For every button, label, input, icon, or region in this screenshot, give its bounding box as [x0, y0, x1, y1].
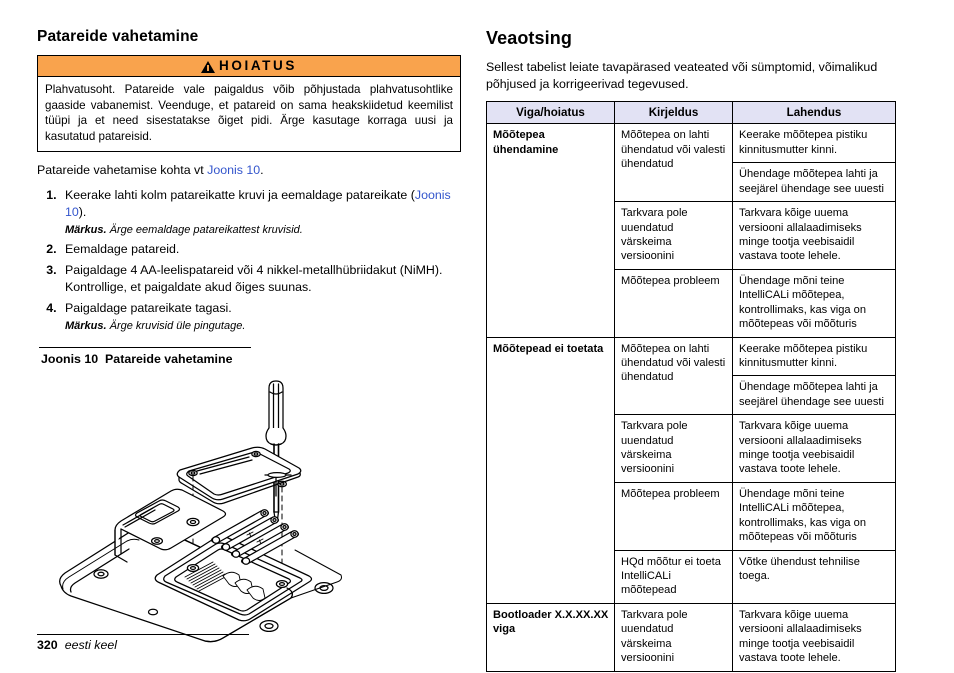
figure-reference-paragraph	[37, 162, 461, 179]
column-header-description: Kirjeldus	[615, 102, 733, 124]
battery-replacement-steps	[37, 187, 461, 333]
step-4-text: Paigaldage patareikate tagasi.	[65, 300, 232, 315]
note-label: Märkus.	[65, 319, 107, 332]
intro-text-after: .	[260, 162, 264, 177]
column-header-solution: Lahendus	[733, 102, 896, 124]
page-title-troubleshooting: Veaotsing	[486, 28, 572, 48]
footer-language: eesti keel	[64, 638, 118, 652]
figure-title: Patareide vahetamine	[105, 352, 233, 367]
footer-divider	[37, 634, 249, 635]
cell-description: Mõõtepea probleem	[615, 269, 733, 337]
list-item	[60, 187, 461, 237]
step-1-note	[65, 223, 461, 237]
cell-description: Tarkvara pole uuendatud värskeima versioonini	[615, 202, 733, 270]
warning-triangle-icon	[201, 61, 215, 73]
figure-caption	[41, 352, 461, 366]
list-item	[60, 300, 461, 333]
note-text: Ärge kruvisid üle pingutage.	[106, 319, 246, 332]
warning-callout	[37, 55, 461, 152]
figure-number: Joonis 10	[41, 352, 99, 367]
step-1-text-before: Keerake lahti kolm patareikatte kruvi ja eemaldage patareikate (	[65, 188, 415, 203]
warning-text: Plahvatusoht. Patareide vale paigaldus võib põhjustada plahvatusohtlike gaaside vabanemist. Veenduge, et patareid on sama heakskiidetud keemilist tüüpi ja et need sisestatakse õiget pidi. Ärge kasutage korraga uusi ja kasutatud patareisid.	[45, 83, 453, 143]
cell-issue: Mõõtepea ühendamine	[487, 124, 615, 337]
right-column	[486, 28, 896, 672]
link-joonis-10-intro[interactable]: Joonis 10	[207, 162, 261, 177]
warning-header	[38, 56, 460, 77]
cell-solution: Keerake mõõtepea pistiku kinnitusmutter kinni.	[733, 124, 896, 163]
cell-solution: Tarkvara kõige uuema versiooni allalaadimiseks minge tootja veebisaidil vastava toote lehele.	[733, 202, 896, 270]
step-3-text: Paigaldage 4 AA-leelispatareid või 4 nikkel-metallhübriidakut (NiMH). Kontrollige, et paigaldate akud õiges suunas.	[65, 263, 443, 295]
intro-text-before: Patareide vahetamise kohta vt	[37, 162, 208, 177]
table-row	[487, 124, 896, 163]
cell-solution: Ühendage mõni teine IntelliCALi mõõtepea, kontrollimaks, kas viga on mõõtepeas või mõõturis	[733, 482, 896, 550]
note-text: Ärge eemaldage patareikattest kruvisid.	[106, 224, 303, 237]
cell-description: Mõõtepea on lahti ühendatud või valesti ühendatud	[615, 337, 733, 415]
cell-description: Mõõtepea probleem	[615, 482, 733, 550]
cell-description: Tarkvara pole uuendatud värskeima versioonini	[615, 415, 733, 483]
step-1-text-after: ).	[78, 205, 87, 220]
list-item	[60, 262, 461, 296]
page-title-battery-replacement: Patareide vahetamine	[37, 28, 199, 45]
step-4-note	[65, 319, 461, 333]
table-header-row	[487, 102, 896, 124]
cell-description: Tarkvara pole uuendatud värskeima versioonini	[615, 603, 733, 671]
meter-battery-replacement-illustration	[37, 370, 461, 655]
link-joonis-10-step1[interactable]: Joonis 10	[65, 188, 451, 220]
cell-description: HQd mõõtur ei toeta IntelliCALi mõõtepead	[615, 550, 733, 603]
cell-solution: Keerake mõõtepea pistiku kinnitusmutter kinni.	[733, 337, 896, 376]
table-row	[487, 337, 896, 376]
troubleshooting-table	[486, 101, 896, 671]
left-column	[37, 28, 461, 655]
cell-description: Mõõtepea on lahti ühendatud või valesti ühendatud	[615, 124, 733, 202]
page-number: 320	[37, 638, 58, 652]
note-label: Märkus.	[65, 224, 107, 237]
figure-divider	[39, 347, 251, 348]
step-2-text: Eemaldage patareid.	[65, 242, 180, 257]
cell-issue: Mõõtepead ei toetata	[487, 337, 615, 603]
footer-content	[37, 638, 897, 652]
cell-solution: Võtke ühendust tehnilise toega.	[733, 550, 896, 603]
cell-solution: Ühendage mõni teine IntelliCALi mõõtepea, kontrollimaks, kas viga on mõõtepeas või mõõturis	[733, 269, 896, 337]
cell-issue: Bootloader X.X.XX.XX viga	[487, 603, 615, 671]
column-header-issue: Viga/hoiatus	[487, 102, 615, 124]
cell-solution: Ühendage mõõtepea lahti ja seejärel ühendage see uuesti	[733, 376, 896, 415]
cell-solution: Tarkvara kõige uuema versiooni allalaadimiseks minge tootja veebisaidil vastava toote lehele.	[733, 603, 896, 671]
cell-solution: Tarkvara kõige uuema versiooni allalaadimiseks minge tootja veebisaidil vastava toote lehele.	[733, 415, 896, 483]
screwdriver-icon	[266, 381, 286, 520]
page-footer	[37, 634, 897, 652]
warning-label: HOIATUS	[219, 58, 297, 73]
troubleshooting-intro: Sellest tabelist leiate tavapärased veateated või sümptomid, võimalikud põhjused ja korrigeerivad tegevused.	[486, 60, 878, 91]
cell-solution: Ühendage mõõtepea lahti ja seejärel ühendage see uuesti	[733, 163, 896, 202]
list-item	[60, 241, 461, 258]
